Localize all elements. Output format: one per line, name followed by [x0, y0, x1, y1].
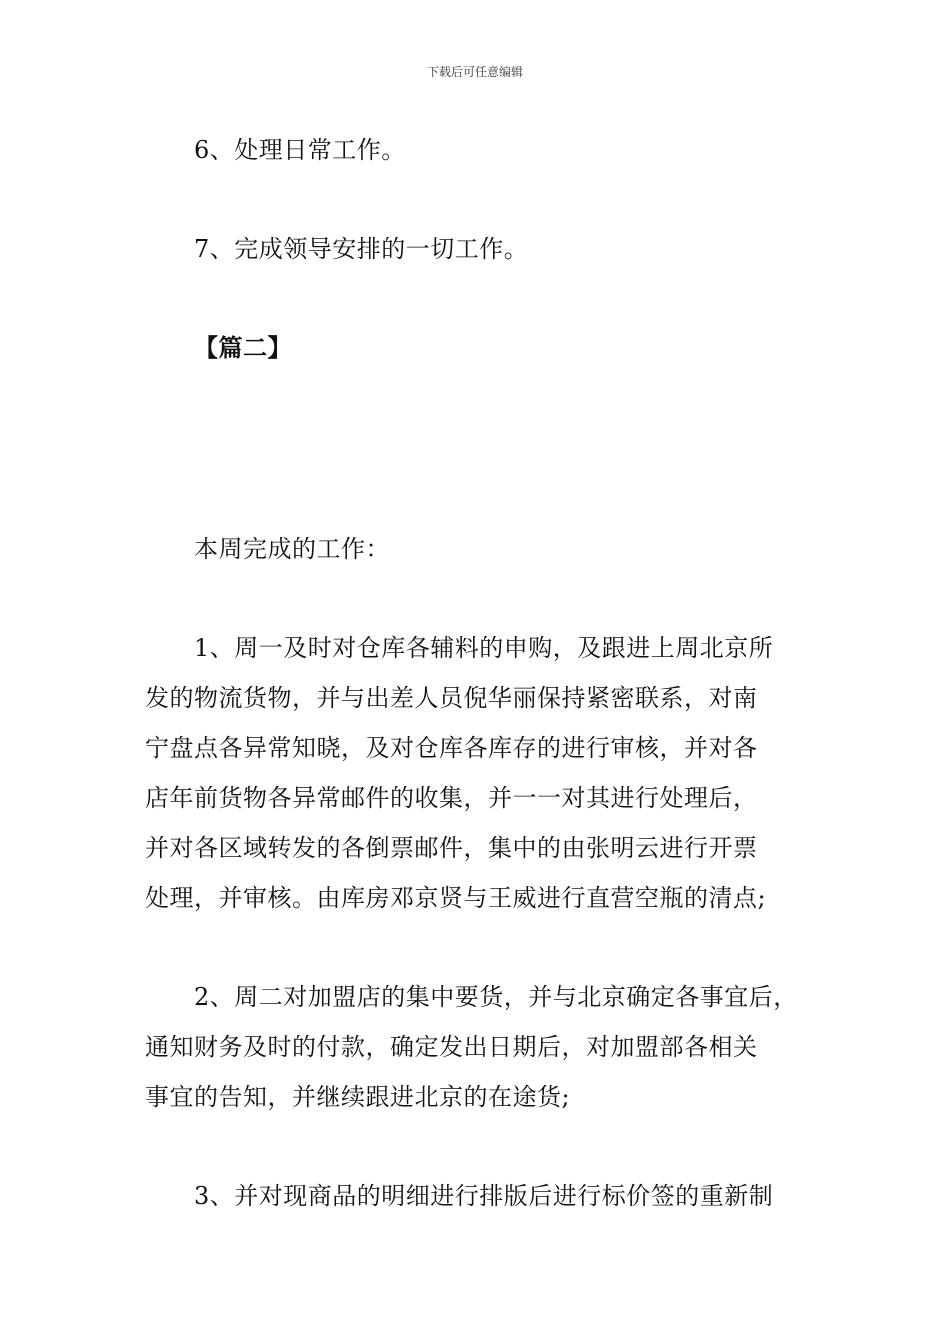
paragraph-line: 处理，并审核。由库房邓京贤与王威进行直营空瓶的清点;: [145, 884, 767, 912]
list-item-6: 6、处理日常工作。: [194, 136, 406, 164]
section-title: 【篇二】: [194, 333, 292, 362]
paragraph-line: 1、周一及时对仓库各辅料的申购，及跟进上周北京所: [194, 634, 774, 662]
paragraph-line: 店年前货物各异常邮件的收集，并一一对其进行处理后，: [145, 784, 758, 812]
intro-line: 本周完成的工作：: [194, 535, 390, 563]
paragraph-line: 并对各区域转发的各倒票邮件，集中的由张明云进行开票: [145, 834, 758, 862]
paragraph-line: 2、周二对加盟店的集中要货，并与北京确定各事宜后，: [194, 983, 798, 1011]
list-item-7: 7、完成领导安排的一切工作。: [194, 235, 529, 263]
paragraph-line: 通知财务及时的付款，确定发出日期后，对加盟部各相关: [145, 1033, 758, 1061]
paragraph-line: 宁盘点各异常知晓，及对仓库各库存的进行审核，并对各: [145, 734, 758, 762]
paragraph-line: 3、并对现商品的明细进行排版后进行标价签的重新制: [194, 1182, 774, 1210]
paragraph-line: 发的物流货物，并与出差人员倪华丽保持紧密联系，对南: [145, 684, 758, 712]
paragraph-line: 事宜的告知，并继续跟进北京的在途货;: [145, 1083, 571, 1111]
page-header: 下载后可任意编辑: [426, 65, 523, 79]
